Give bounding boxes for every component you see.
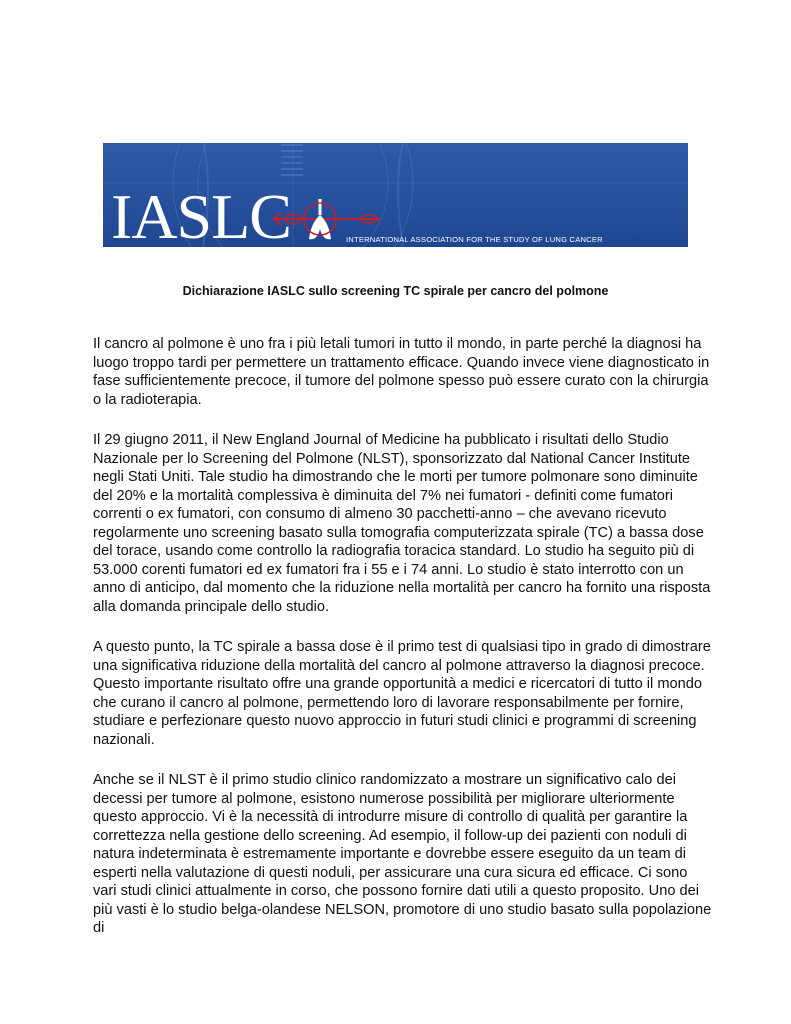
paragraph-intro: Il cancro al polmone è uno fra i più letali tumori in tutto il mondo, in parte perché la diagnosi ha luogo troppo tardi per permettere un trattamento efficace. Quando invece viene diagnosticato in fase sufficientemente precoce, il tumore del polmone spesso può essere curato con la chirurgia o la radioterapia. (93, 336, 710, 408)
paragraph-spiral-ct: A questo punto, la TC spirale a bassa dose è il primo test di qualsiasi tipo in grado di dimostrare una significativa riduzione della mortalità del cancro al polmone attraverso la diagnosi precoce. Questo importante risultato offre una grande opportunità a medici e ricercatori di tutto il mondo che curano il cancro al polmone, permettendo loro di lavorare responsabilmente per fornire, studiare e perfezionare questo nuovo approccio in futuri studi clinici e programmi di screening nazionali. (93, 639, 711, 748)
paragraph-improvements: Anche se il NLST è il primo studio clinico randomizzato a mostrare un significativo calo dei decessi per tumore al polmone, esistono numerose possibilità per migliorare ulteriormente questo approccio. Vi è la necessità di introdurre misure di controllo di qualità per garantire la correttezza nella gestione dello screening. Ad esempio, il follow-up dei pazienti con noduli di natura indeterminata è estremamente importante e dovrebbe essere eseguito da un team di esperti nella valutazione di questi noduli, per assicurare una cura sicura ed efficace. Ci sono vari studi clinici attualmente in corso, che possono fornire dati utili a questo proposito. Uno dei più vasti è lo studio belga-olandese NELSON, promotore di uno studio basato sulla popolazione di (93, 772, 712, 936)
iaslc-logo-text: IASLC (111, 181, 291, 247)
paragraph-nlst-results: Il 29 giugno 2011, il New England Journal of Medicine ha pubblicato i risultati dello Studio Nazionale per lo Screening del Polmone (NLST), sponsorizzato dal National Cancer Institute negli Stati Uniti. Tale studio ha dimostrando che le morti per tumore polmonare sono diminuite del 20% e la mortalità complessiva è diminuita del 7% nei fumatori - definiti come fumatori correnti o ex fumatori, con consumo di almeno 30 pacchetti-anno – che avevano ricevuto regolarmente uno screening basato sulla tomografia computerizzata spirale (TC) a bassa dose del torace, usando come controllo la radiografia toracica standard. Lo studio ha seguito più di 53.000 corenti fumatori ed ex fumatori fra i 55 e i 74 anni. Lo studio è stato interrotto con un anno di anticipo, dal momento che la riduzione nella mortalità per cancro ha fornito una risposta alla domanda principale dello studio. (93, 432, 711, 615)
iaslc-tagline: INTERNATIONAL ASSOCIATION FOR THE STUDY OF LUNG CANCER (346, 235, 603, 244)
document-title: Dichiarazione IASLC sullo screening TC spirale per cancro del polmone (182, 284, 609, 298)
iaslc-banner (103, 143, 688, 247)
